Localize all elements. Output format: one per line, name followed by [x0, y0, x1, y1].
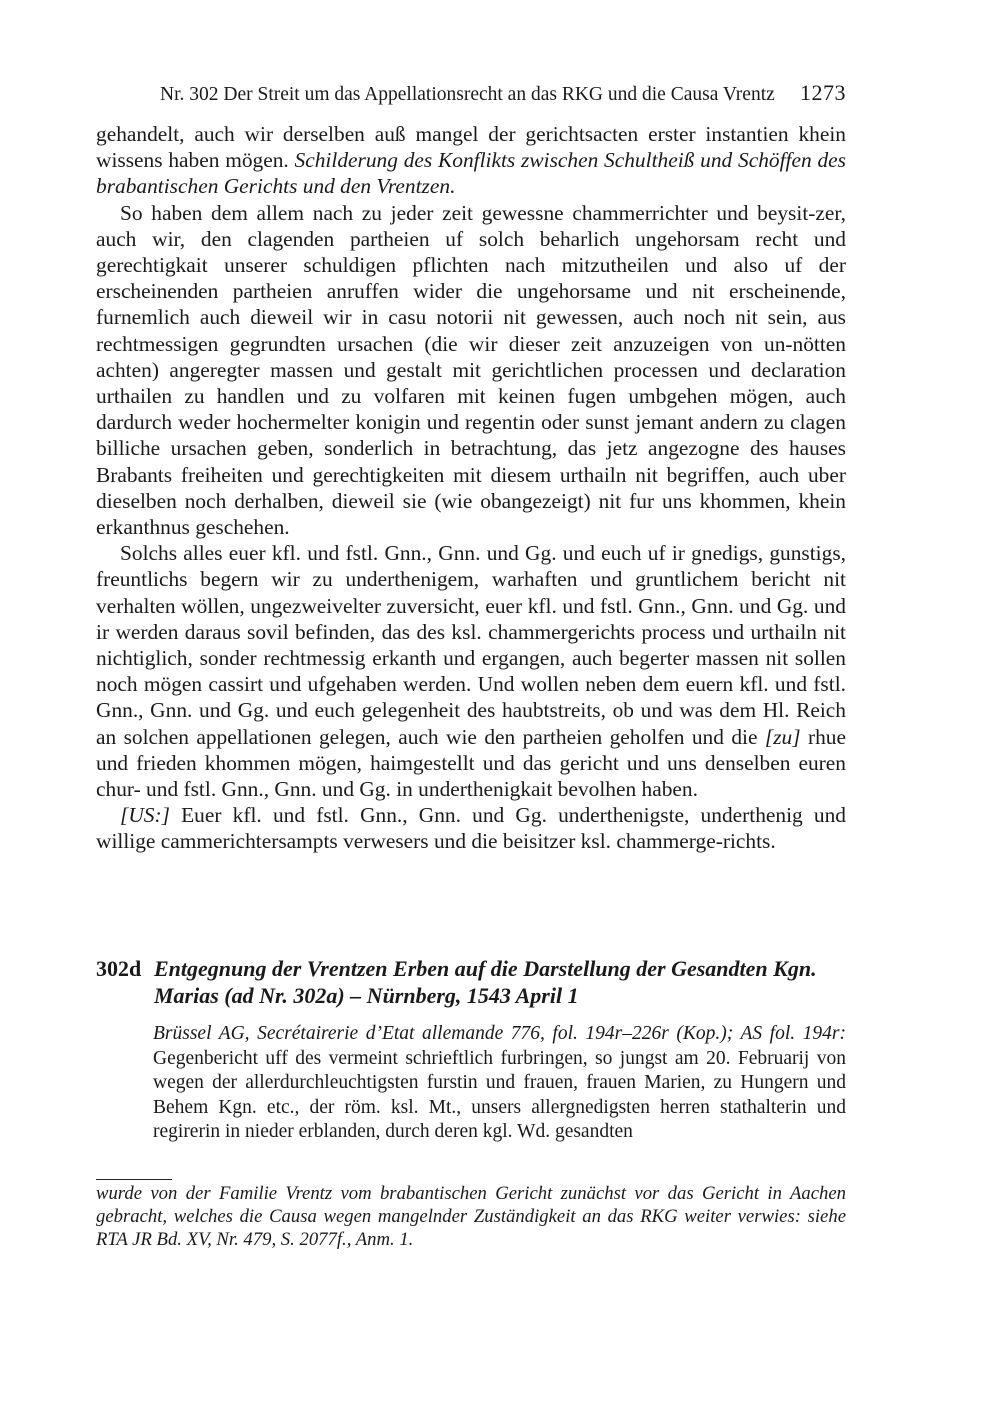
document-heading [96, 956, 846, 1009]
running-head [160, 80, 846, 108]
editorial-summary: Schöffen des brabantischen Gerichts und den Vrentzen. [96, 148, 846, 199]
page-number: 1273 [800, 80, 846, 105]
editorial-insert: [zu] [764, 724, 801, 749]
signature-label: [US:] [120, 803, 170, 828]
document-number: 302d [96, 956, 142, 981]
text-run: Euer kfl. und fstl. Gnn., Gnn. und Gg. underthenigste, underthenig und willige cammerichtersampts verwesers und die beisitzer ksl. chammerge-richts. [96, 803, 846, 854]
footnote-divider [96, 1179, 172, 1180]
signature-paragraph [96, 802, 846, 854]
text-run: rhue und frieden khommen mögen, haimgestellt und das gericht und uns denselben euren chur- und fstl. Gnn., Gnn. und Gg. in underthenigkait bevolhen haben. [96, 724, 846, 802]
document-title: Entgegnung der Vrentzen Erben auf die Darstellung der Gesandten Kgn. Marias (ad Nr. 302a) – Nürnberg, 1543 April 1 [154, 956, 817, 1008]
document-text [153, 1022, 846, 1145]
editorial-summary: Schilderung des Konflikts zwischen Schultheiß und [294, 148, 733, 173]
running-head-title: Nr. 302 Der Streit um das Appellationsrecht an das RKG und die Causa Vrentz [160, 84, 775, 105]
main-text [96, 121, 846, 855]
text-run: gehandelt, auch wir derselben auß mangel der gerichtsacten erster instantien [96, 122, 789, 146]
paragraph: So haben dem allem nach zu jeder zeit gewessne chammerrichter und beysit-zer, auch wir, den clagenden partheien uf solch beharlich ungehorsam recht und gerechtigkait unserer schuldigen pflichten nach mitzutheilen und also uf der erscheinenden partheien anruffen wider die ungehorsame und nit erscheinende, furnemlich auch dieweil wir in casu notorii nit gewessen, auch noch nit sein, aus rechtmessigen gegrundten ursachen (die wir dieser zeit anzuzeigen von un-nötten achten) angeregter massen und gestalt mit gerichtlichen processen und declaration urthailen zu handlen und zu volfaren mit keinen fugen umbgehen mögen, auch dardurch weder hochermelter konigin und regentin oder sunst jemant andern zu clagen billiche ursachen geben, sonderlich in betrachtung, das jetz angezogne des hauses Brabants freiheiten und gerechtigkeiten mit diesem urthailn nit begriffen, auch uber dieselben noch derhalben, dieweil sie (wie obangezeigt) nit fur uns khommen, khein erkanthnus geschehen. [96, 200, 846, 540]
footnote [96, 1183, 846, 1251]
source-citation: Brüssel AG, Secrétairerie d’Etat allemande 776, fol. 194r–226r (Kop.); AS fol. 194r: [153, 1023, 846, 1044]
document-body [153, 1022, 846, 1145]
text-run: Gegenbericht uff des vermeint schrieftlich furbringen, so jungst am 20. Februarij von wegen der allerdurchleuchtigsten furstin und frauen, frauen Marien, zu Hungern und Behem Kgn. etc., der röm. ksl. Mt., unsers allergnedigsten herren stathalterin und regirerin in nieder erblanden, durch deren kgl. Wd. gesandten [153, 1047, 846, 1143]
text-run: Solchs alles euer kfl. und fstl. Gnn., Gnn. und Gg. und euch uf ir gnedigs, gunstigs, freuntlichs begern wir zu underthenigem, warhaften und gruntlichem bericht nit verhalten wöllen, ungezweivelter zuversicht, euer kfl. und fstl. Gnn., Gnn. und Gg. und ir werden daraus sovil befinden, das des ksl. chammergerichts process und urthailn nit nichtiglich, sonder rechtmessig erkanth und ergangen, auch begerter massen nit sollen noch mögen cassirt und ufgehaben werden. Und wollen neben dem euern kfl. und fstl. Gnn., Gnn. und Gg. und euch gelegenheit des haubtstreits, ob und was dem Hl. Reich an solchen appellationen gelegen, auch wie den partheien geholfen und die [96, 541, 846, 749]
footnote-text: wurde von der Familie Vrentz vom brabantischen Gericht zunächst vor das Gericht in Aachen gebracht, welches die Causa wegen mangelnder Zuständigkeit an das RKG weiter verwies: siehe RTA JR Bd. XV, Nr. 479, S. 2077f., Anm. 1. [96, 1183, 846, 1250]
paragraph [96, 540, 846, 802]
text-run: khein wissens haben mögen. [96, 122, 846, 173]
paragraph-continuation [96, 121, 846, 200]
